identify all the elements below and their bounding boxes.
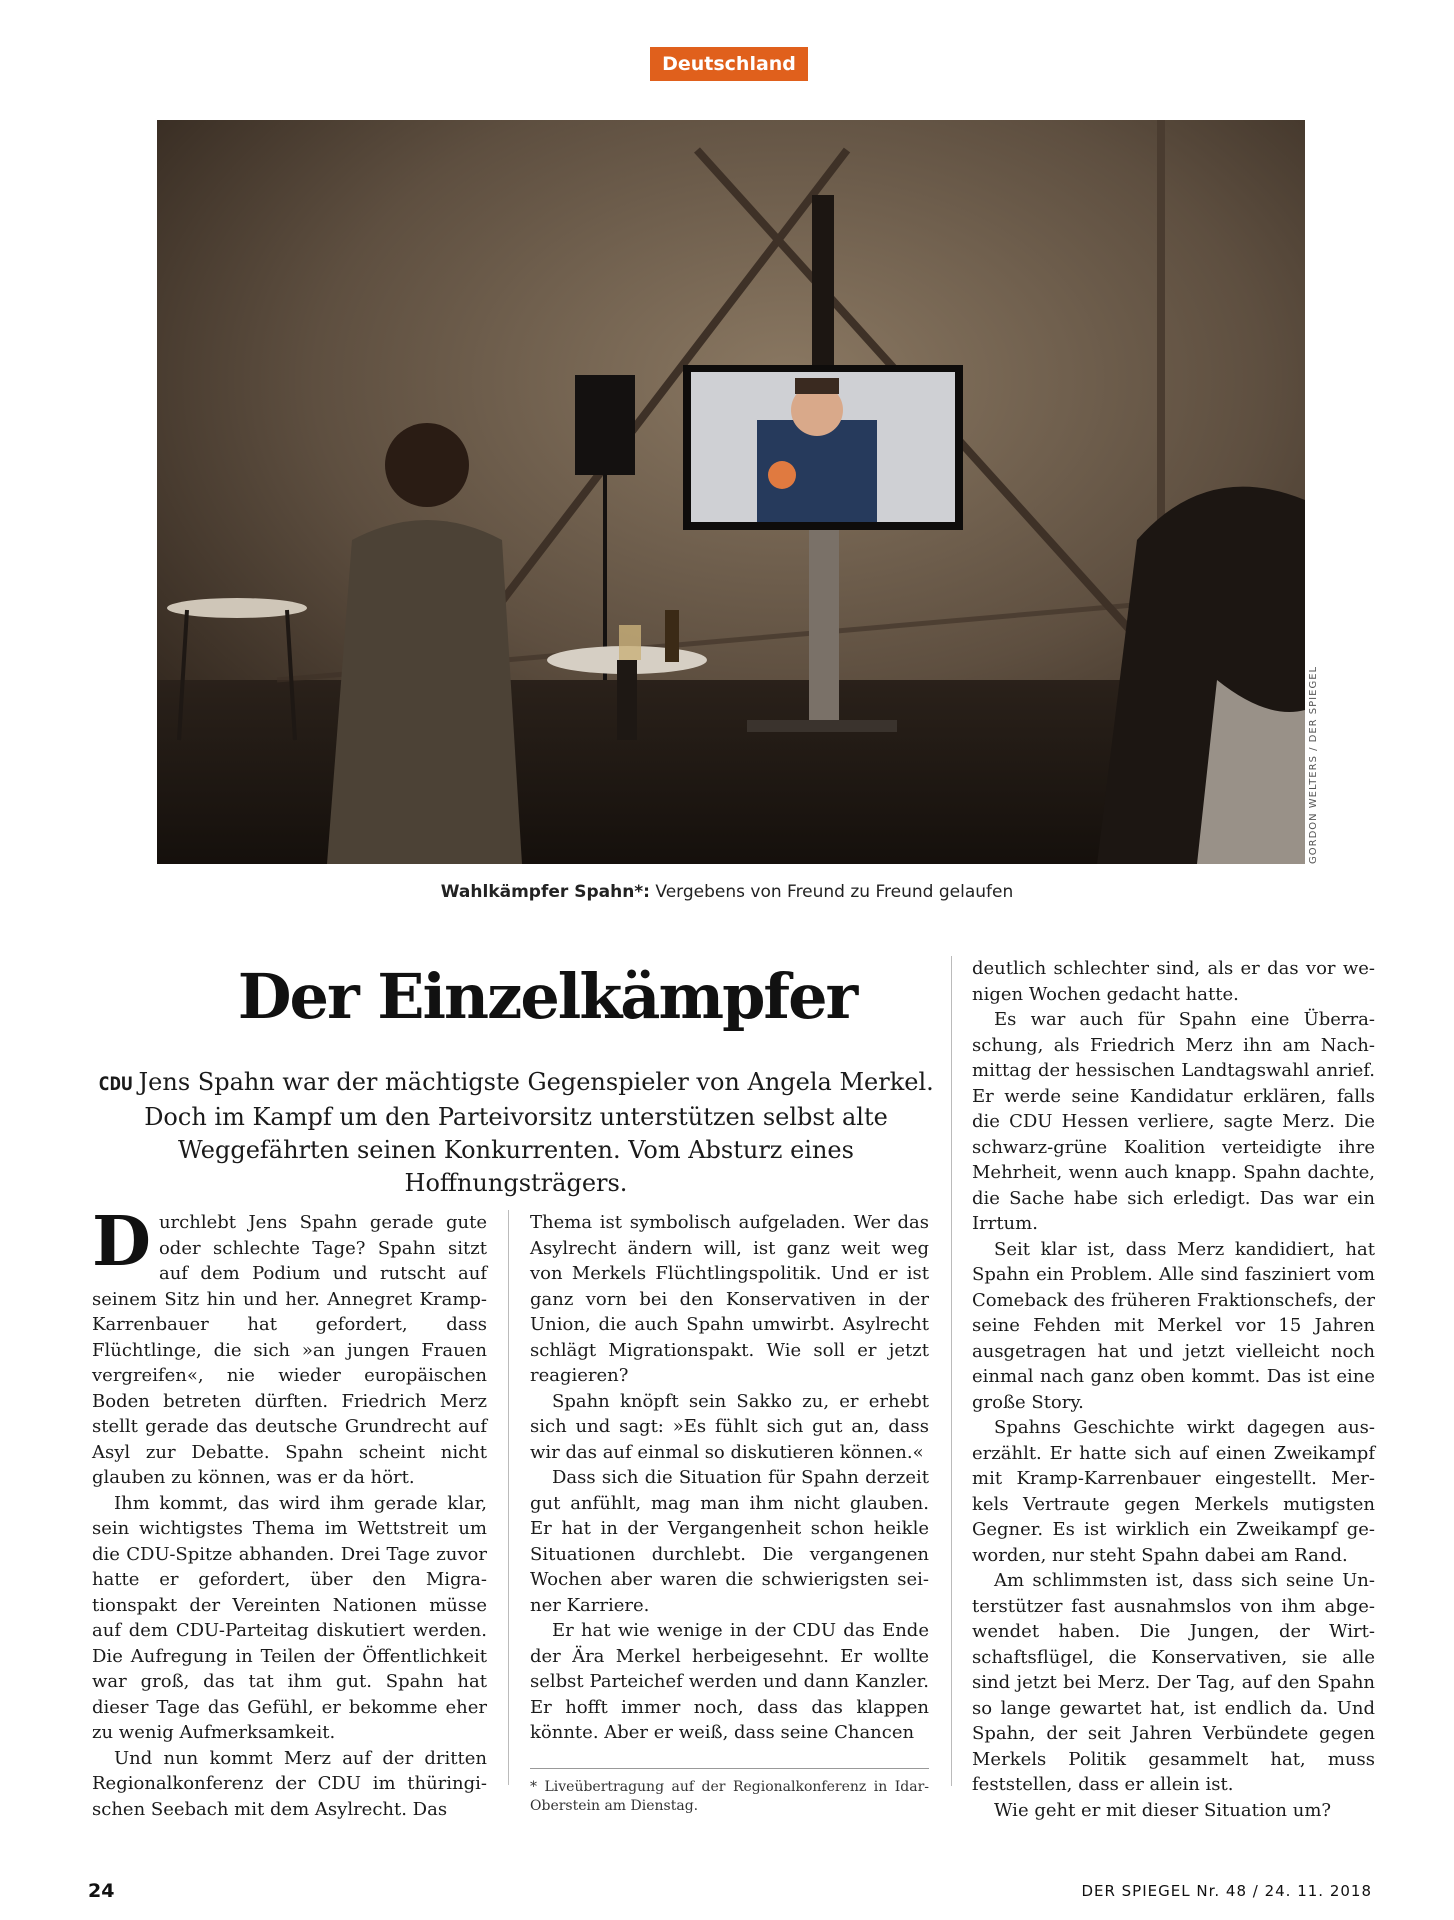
column-rule [951, 956, 952, 1786]
lead-text: Jens Spahn war der mächtigste Gegenspieler von Angela Merkel. Doch im Kampf um den Parteivorsitz unterstützen selbst alte Weggefährten seinen Konkurrenten. Vom Absturz eines Hoffnungsträgers. [138, 1068, 934, 1197]
paragraph: Spahns Geschichte wirkt dagegen auserzählt. Er hatte sich auf einen Zweikampf mit Kramp-Karrenbauer eingestellt. Merkels Vertraute gegen Merkels mutigsten Gegner. Es ist wirklich ein Zweikampf geworden, nur steht Spahn dabei am Rand. [972, 1417, 1375, 1566]
article-column-3 [972, 956, 1375, 1823]
footnote: * Liveübertragung auf der Regionalkonferenz in Idar-Oberstein am Dienstag. [530, 1779, 929, 1814]
paragraph: Dass sich die Situation für Spahn derzeit gut anfühlt, mag man ihm nicht glauben. Er hat in der Vergangenheit schon heikle Situationen durchlebt. Die vergangenen Wochen aber waren die schwierigsten seiner Karriere. [530, 1467, 929, 1616]
paragraph: Wie geht er mit dieser Situation um? [994, 1799, 1332, 1821]
photo-credit: GORDON WELTERS / DER SPIEGEL [1308, 665, 1319, 864]
article-column-2 [530, 1210, 929, 1746]
page-number: 24 [88, 1880, 115, 1902]
photo-caption [0, 882, 1454, 902]
paragraph: Am schlimmsten ist, dass sich seine Unterstützer fast ausnahmslos von ihm abgewendet haben. Die Jungen, der Wirtschaftsflügel, die Konservativen, sie alle sind jetzt bei Merz. Der Tag, auf den Spahn so lange gewartet hat, ist endlich da. Und Spahn, der seit Jahren Verbündete gegen Merkels Politik gesammelt hat, muss feststellen, dass er allein ist. [972, 1570, 1375, 1795]
paragraph: Er hat wie wenige in der CDU das Ende der Ära Merkel herbeigesehnt. Er wollte selbst Parteichef werden und dann Kanzler. Er hofft immer noch, dass das klappen könnte. Aber er weiß, dass seine Chancen [530, 1620, 929, 1743]
article-column-1 [92, 1202, 487, 1822]
caption-bold: Wahlkämpfer Spahn*: [440, 882, 650, 902]
paragraph: Spahn knöpft sein Sakko zu, er erhebt sich und sagt: »Es fühlt sich gut an, dass wir das auf einmal so diskutieren können.« [530, 1390, 929, 1463]
footnote-rule [530, 1768, 929, 1769]
paragraph: Und nun kommt Merz auf der dritten Regionalkonferenz der CDU im thüringischen Seebach mit dem Asylrecht. Das [92, 1747, 487, 1820]
column-rule [508, 1210, 509, 1785]
lead-kicker: CDU [98, 1073, 133, 1095]
paragraph: Ihm kommt, das wird ihm gerade klar, sein wichtigstes Thema im Wettstreit um die CDU-Spitze abhanden. Drei Tage zuvor hatte er gefordert, über den Migrationspakt der Vereinten Nationen müsse auf dem CDU-Parteitag diskutiert werden. Die Aufregung in Teilen der Öffentlichkeit war groß, das tat ihm gut. Spahn hat dieser Tage das Gefühl, er bekomme eher zu wenig Aufmerksamkeit. [92, 1492, 487, 1743]
headline: Der Einzelkämpfer [237, 960, 857, 1033]
section-tag: Deutschland [650, 47, 808, 81]
caption-text: Vergebens von Freund zu Freund gelaufen [649, 882, 1014, 902]
paragraph: Es war auch für Spahn eine Überraschung, als Friedrich Merz ihn am Nachmittag der hessischen Landtagswahl anrief. Er werde seine Kandidatur erklären, falls die CDU Hessen verliere, sagte Merz. Die schwarz-grüne Koalition verteidigte ihre Mehrheit, wenn auch knapp. Spahn dachte, die Sache habe sich erledigt. Das war ein Irrtum. [972, 1009, 1375, 1234]
paragraph: Thema ist symbolisch aufgeladen. Wer das Asylrecht ändern will, ist ganz weit weg von Merkels Flüchtlingspolitik. Und er ist ganz vorn bei den Konservativen in der Union, die auch Spahn umwirbt. Asylrecht schlägt Migrationspakt. Wie soll er jetzt reagieren? [530, 1212, 929, 1386]
drop-cap: D [92, 1202, 151, 1282]
lead-paragraph [92, 1066, 940, 1200]
paragraph: deutlich schlechter sind, als er das vor wenigen Wochen gedacht hatte. [972, 958, 1375, 1005]
paragraph: Seit klar ist, dass Merz kandidiert, hat Spahn ein Problem. Alle sind fasziniert vom Comeback des früheren Fraktionschefs, der seine Fehden mit Merkel vor 15 Jahren ausgetragen hat und jetzt vielleicht noch einmal nach ganz oben kommt. Das ist eine große Story. [972, 1238, 1375, 1413]
folio: DER SPIEGEL Nr. 48 / 24. 11. 2018 [1081, 1882, 1372, 1900]
paragraph: Durchlebt Jens Spahn gerade gute oder schlechte Tage? Spahn sitzt auf dem Podium und rutscht auf seinem Sitz hin und her. Annegret Kramp-Karrenbauer hat gefordert, dass Flüchtlinge, die sich »an jungen Frauen vergreifen«, nie wieder europäischen Boden betreten dürften. Friedrich Merz stellt gerade das deutsche Grundrecht auf Asyl zur Debatte. Spahn scheint nicht glauben zu können, was er da hört. [92, 1202, 487, 1488]
article-photo [157, 120, 1305, 864]
